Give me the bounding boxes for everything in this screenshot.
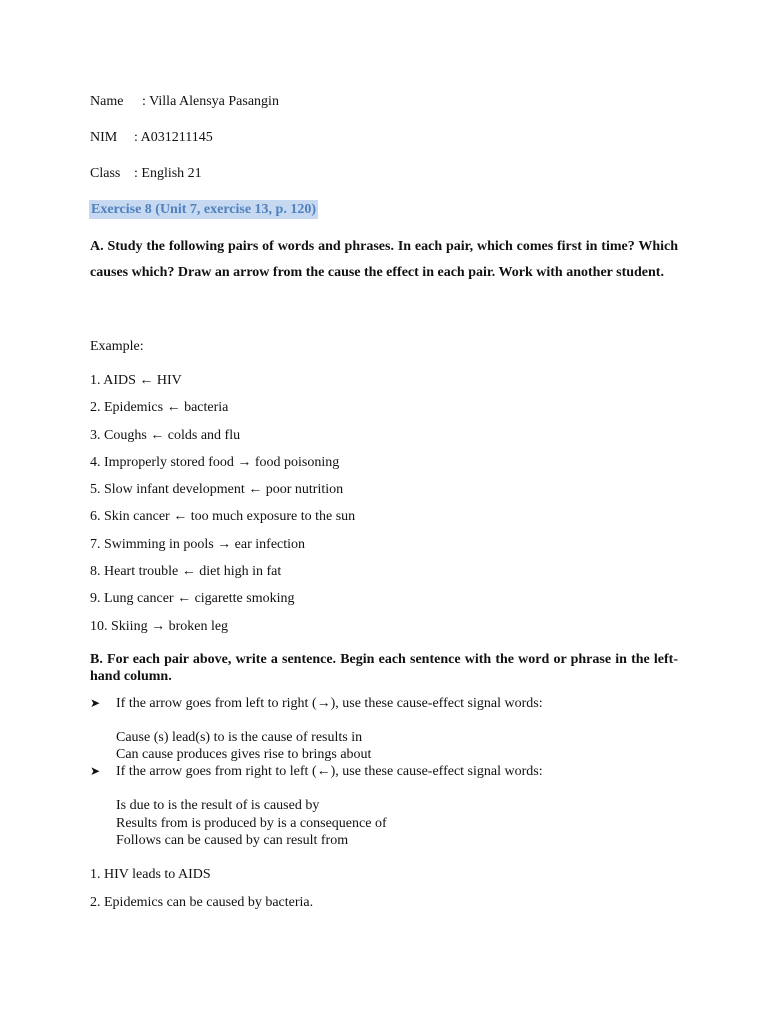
bullet-line-1 — [90, 695, 543, 712]
signal-words-line: Results from is produced by is a consequence of — [116, 816, 387, 831]
signal-words-line: Cause (s) lead(s) to is the cause of results in — [116, 730, 363, 745]
exercise-title: Exercise 8 (Unit 7, exercise 13, p. 120) — [91, 202, 316, 217]
arrowhead-bullet-icon: ➤ — [90, 696, 101, 710]
nim-label: NIM — [90, 130, 118, 145]
name-label: Name — [90, 94, 124, 109]
name-value: : Villa Alensya Pasangin — [142, 94, 279, 109]
list-item: 1. AIDS ← HIV — [90, 373, 182, 388]
signal-words-line: Can cause produces gives rise to brings about — [116, 747, 372, 762]
signal-words-line: Follows can be caused by can result from — [116, 833, 349, 848]
list-item: 8. Heart trouble ← diet high in fat — [90, 564, 282, 579]
list-item: 4. Improperly stored food → food poisoning — [90, 455, 340, 470]
signal-words-line: Is due to is the result of is caused by — [116, 798, 320, 813]
part-b-instructions: B. For each pair above, write a sentence. Begin each sentence with the word or phrase in the left-hand column. — [90, 652, 678, 684]
class-label: Class — [90, 166, 121, 181]
arrowhead-bullet-icon: ➤ — [90, 764, 101, 778]
list-item: 10. Skiing → broken leg — [90, 619, 229, 634]
list-item: 5. Slow infant development ← poor nutrition — [90, 482, 344, 497]
bullet-text: If the arrow goes from right to left (←), use these cause-effect signal words: — [116, 764, 543, 779]
bullet-text: If the arrow goes from left to right (→), use these cause-effect signal words: — [116, 696, 543, 711]
list-item: 9. Lung cancer ← cigarette smoking — [90, 591, 295, 606]
bullet-line-2 — [90, 763, 543, 780]
name-line — [90, 93, 279, 110]
part-a-instructions: A. Study the following pairs of words and phrases. In each pair, which comes first in time? Which causes which? Draw an arrow from the cause the effect in each pair. Work with another student. — [90, 239, 678, 280]
example-label: Example: — [90, 339, 144, 354]
list-item: 7. Swimming in pools → ear infection — [90, 537, 306, 552]
list-item: 2. Epidemics ← bacteria — [90, 400, 229, 415]
class-line — [90, 165, 202, 182]
list-item: 3. Coughs ← colds and flu — [90, 428, 241, 443]
answer-item: 1. HIV leads to AIDS — [90, 867, 211, 882]
answer-item: 2. Epidemics can be caused by bacteria. — [90, 895, 314, 910]
class-value: : English 21 — [134, 166, 202, 181]
list-item: 6. Skin cancer ← too much exposure to the sun — [90, 509, 356, 524]
nim-value: : A031211145 — [134, 130, 213, 145]
nim-line — [90, 129, 213, 146]
